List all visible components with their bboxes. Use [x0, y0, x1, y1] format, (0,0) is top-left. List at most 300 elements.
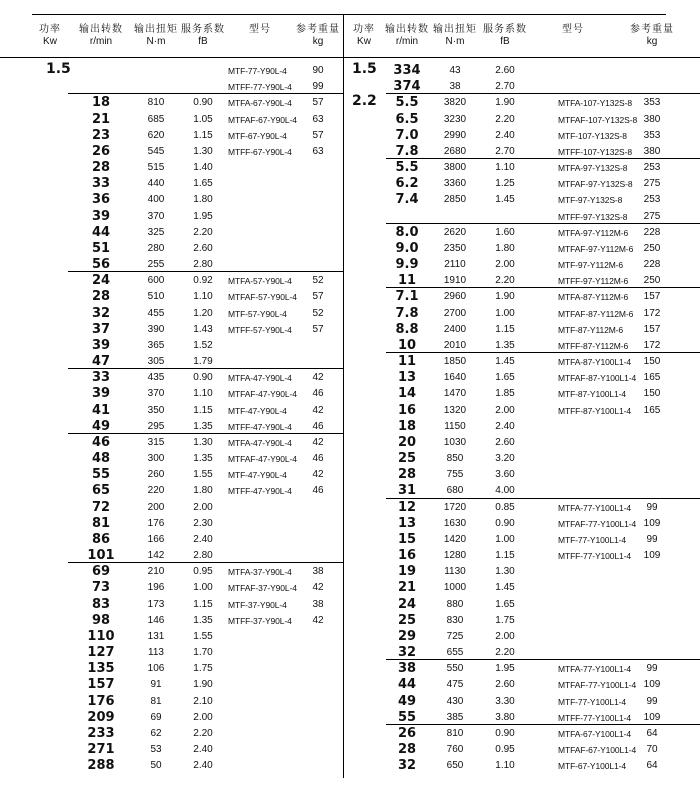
model-value: MTFAF-87-Y100L1-4	[558, 373, 637, 384]
table-row	[344, 467, 700, 483]
torque-value: 315	[147, 436, 165, 448]
torque-value: 3820	[443, 97, 467, 109]
power-value: 1.5	[352, 61, 377, 77]
table-row	[344, 63, 700, 79]
table-row	[0, 370, 344, 386]
weight-value: 353	[643, 97, 661, 109]
service-factor-value: 2.00	[193, 501, 213, 513]
weight-value: 63	[312, 145, 324, 157]
speed-value: 11	[397, 273, 417, 289]
torque-value: 2400	[443, 323, 467, 335]
header-speed	[384, 24, 430, 48]
header-weight	[292, 24, 344, 48]
header-power	[32, 24, 68, 48]
table-row	[0, 532, 344, 548]
weight-value: 46	[312, 420, 324, 432]
torque-value: 325	[147, 226, 165, 238]
weight-value: 172	[643, 307, 661, 319]
header-torque	[430, 24, 480, 48]
service-factor-value: 2.10	[193, 695, 213, 707]
service-factor-value: 0.90	[193, 372, 213, 384]
torque-value: 2350	[443, 242, 467, 254]
weight-value: 42	[312, 614, 324, 626]
header-rule	[0, 57, 344, 58]
torque-value: 2010	[443, 339, 467, 351]
torque-value: 2700	[443, 307, 467, 319]
table-row	[0, 79, 344, 95]
service-factor-value: 0.90	[495, 517, 515, 529]
torque-value: 295	[147, 420, 165, 432]
service-factor-value: 2.00	[495, 259, 515, 271]
speed-value: 29	[397, 628, 417, 644]
table-row	[0, 710, 344, 726]
torque-value: 196	[147, 582, 165, 594]
service-factor-value: 1.35	[495, 339, 515, 351]
speed-value: 32	[397, 758, 417, 774]
service-factor-value: 1.30	[193, 436, 213, 448]
service-factor-value: 2.70	[495, 145, 515, 157]
speed-value: 37	[91, 321, 111, 337]
table-row	[0, 225, 344, 241]
table-row	[344, 516, 700, 532]
table-row	[344, 354, 700, 370]
speed-value: 19	[397, 564, 417, 580]
service-factor-value: 1.55	[193, 469, 213, 481]
torque-value: 1850	[443, 356, 467, 368]
speed-value: 56	[91, 257, 111, 273]
table-row	[0, 144, 344, 160]
model-value: MTFA-47-Y90L-4	[228, 373, 292, 384]
model-value: MTF-97-Y112M-6	[558, 260, 624, 271]
table-row	[344, 451, 700, 467]
service-factor-value: 1.10	[495, 760, 515, 772]
speed-value: 8.8	[395, 321, 419, 337]
table-row	[0, 726, 344, 742]
service-factor-value: 1.65	[193, 178, 213, 190]
header-factor-unit: fB	[500, 36, 510, 47]
model-value: MTFAF-97-Y112M-6	[558, 243, 634, 254]
torque-value: 550	[446, 663, 464, 675]
torque-value: 50	[150, 760, 162, 772]
service-factor-value: 1.35	[193, 420, 213, 432]
service-factor-value: 1.75	[495, 614, 515, 626]
service-factor-value: 2.40	[193, 533, 213, 545]
model-value: MTFF-87-Y112M-6	[558, 340, 629, 351]
header-weight	[604, 24, 700, 48]
torque-value: 81	[150, 695, 162, 707]
service-factor-value: 1.05	[193, 113, 213, 125]
speed-value: 16	[397, 402, 417, 418]
table-row	[344, 79, 700, 95]
speed-value: 36	[91, 192, 111, 208]
header-model-label: 型号	[562, 24, 584, 35]
header-torque-label: 输出扭矩	[433, 24, 477, 35]
table-row	[0, 257, 344, 273]
table-row	[344, 677, 700, 693]
header-power-label: 功率	[353, 24, 375, 35]
table-row	[344, 225, 700, 241]
weight-value: 38	[312, 598, 324, 610]
speed-value: 39	[91, 208, 111, 224]
weight-value: 250	[643, 275, 661, 287]
table-row	[0, 677, 344, 693]
torque-value: 113	[148, 647, 164, 659]
torque-value: 365	[147, 339, 165, 351]
torque-value: 3230	[443, 113, 467, 125]
table-row	[0, 613, 344, 629]
weight-value: 99	[312, 81, 324, 93]
weight-value: 52	[312, 275, 324, 287]
speed-value: 41	[91, 402, 111, 418]
speed-value: 374	[393, 79, 421, 95]
model-value: MTFF-97-Y132S-8	[558, 211, 628, 222]
table-row	[344, 160, 700, 176]
service-factor-value: 1.15	[193, 598, 213, 610]
weight-value: 228	[643, 226, 661, 238]
weight-value: 109	[643, 679, 661, 691]
service-factor-value: 1.30	[193, 145, 213, 157]
speed-value: 38	[397, 661, 417, 677]
torque-value: 43	[449, 65, 461, 76]
service-factor-value: 2.60	[193, 242, 213, 254]
table-row	[0, 742, 344, 758]
table-row	[0, 597, 344, 613]
model-value: MTFA-97-Y132S-8	[558, 163, 628, 174]
service-factor-value: 1.00	[495, 307, 515, 319]
model-value: MTFA-87-Y112M-6	[558, 292, 629, 303]
speed-value: 47	[91, 354, 111, 370]
speed-value: 176	[87, 693, 115, 709]
model-value: MTFA-87-Y100L1-4	[558, 357, 632, 368]
weight-value: 42	[312, 372, 324, 384]
service-factor-value: 1.30	[495, 566, 515, 578]
table-row	[344, 192, 700, 208]
speed-value: 233	[87, 725, 115, 741]
speed-value: 26	[91, 143, 111, 159]
table-row	[0, 128, 344, 144]
speed-value: 31	[397, 483, 417, 499]
table-row	[0, 354, 344, 370]
table-row	[344, 128, 700, 144]
speed-value: 55	[91, 467, 111, 483]
speed-value: 81	[91, 515, 111, 531]
header-power-label: 功率	[39, 24, 61, 35]
speed-value: 7.4	[395, 192, 419, 208]
header-power-unit: Kw	[357, 36, 371, 47]
service-factor-value: 0.95	[193, 566, 213, 578]
speed-value: 21	[397, 580, 417, 596]
table-row	[344, 241, 700, 257]
model-value: MTFAF-37-Y90L-4	[228, 583, 297, 594]
service-factor-value: 1.15	[495, 550, 515, 562]
speed-value: 8.0	[395, 224, 419, 240]
weight-value: 275	[643, 178, 661, 190]
table-row	[344, 710, 700, 726]
table-row	[344, 144, 700, 160]
header-speed-label: 输出转数	[79, 24, 123, 35]
service-factor-value: 1.15	[193, 404, 213, 416]
service-factor-value: 1.45	[495, 194, 515, 206]
service-factor-value: 2.40	[495, 129, 515, 141]
power-value: 2.2	[352, 93, 377, 110]
model-value: MTFAF-107-Y132S-8	[558, 114, 638, 125]
speed-value: 28	[91, 160, 111, 176]
torque-value: 1000	[443, 582, 467, 594]
table-row	[0, 273, 344, 289]
service-factor-value: 3.30	[495, 695, 515, 707]
weight-value: 253	[643, 162, 661, 174]
torque-value: 1720	[443, 501, 467, 513]
speed-value: 7.1	[395, 289, 419, 305]
table-row	[0, 160, 344, 176]
speed-value: 9.9	[395, 257, 419, 273]
table-row	[344, 726, 700, 742]
table-row	[0, 289, 344, 305]
weight-value: 253	[643, 194, 661, 206]
torque-value: 3800	[443, 162, 467, 174]
left-table	[0, 0, 344, 788]
table-row	[344, 694, 700, 710]
power-value: 1.5	[46, 61, 71, 77]
service-factor-value: 0.90	[193, 97, 213, 109]
torque-value: 680	[446, 485, 464, 497]
service-factor-value: 1.80	[495, 242, 515, 254]
model-value: MTFA-57-Y90L-4	[228, 276, 292, 287]
speed-value: 110	[87, 628, 115, 644]
model-value: MTFAF-67-Y90L-4	[228, 114, 297, 125]
table-row	[0, 629, 344, 645]
service-factor-value: 1.45	[495, 582, 515, 594]
table-row	[0, 758, 344, 774]
service-factor-value: 2.40	[193, 760, 213, 772]
weight-value: 64	[646, 760, 658, 772]
header-factor-label: 服务系数	[181, 24, 225, 35]
service-factor-value: 1.35	[193, 453, 213, 465]
model-value: MTF-67-Y100L1-4	[558, 761, 626, 772]
torque-value: 400	[147, 194, 165, 206]
torque-value: 1150	[444, 420, 466, 432]
torque-value: 210	[147, 566, 165, 578]
torque-value: 53	[150, 744, 162, 756]
header-power	[346, 24, 382, 48]
weight-value: 90	[312, 65, 324, 76]
torque-value: 515	[147, 162, 165, 174]
table-row	[0, 176, 344, 192]
service-factor-value: 2.60	[495, 679, 515, 691]
torque-value: 435	[147, 372, 165, 384]
speed-value: 33	[91, 176, 111, 192]
table-row	[0, 403, 344, 419]
header-factor-unit: fB	[198, 36, 208, 47]
weight-value: 42	[312, 436, 324, 448]
table-row	[0, 564, 344, 580]
model-value: MTF-77-Y100L1-4	[558, 534, 626, 545]
weight-value: 109	[643, 517, 661, 529]
torque-value: 1470	[443, 388, 467, 400]
speed-value: 73	[91, 580, 111, 596]
header-factor	[480, 24, 530, 48]
header-torque-unit: N·m	[445, 36, 465, 47]
torque-value: 146	[147, 614, 165, 626]
header-rule	[344, 57, 700, 58]
service-factor-value: 2.00	[193, 711, 213, 723]
table-row	[0, 322, 344, 338]
model-value: MTFF-47-Y90L-4	[228, 421, 292, 432]
torque-value: 830	[446, 614, 464, 626]
speed-value: 135	[87, 661, 115, 677]
torque-value: 2850	[443, 194, 467, 206]
table-row	[0, 483, 344, 499]
weight-value: 99	[646, 695, 658, 707]
model-value: MTF-57-Y90L-4	[228, 308, 287, 319]
table-row	[344, 419, 700, 435]
weight-value: 172	[643, 339, 661, 351]
service-factor-value: 0.95	[495, 744, 515, 756]
table-row	[0, 95, 344, 111]
speed-value: 26	[397, 725, 417, 741]
torque-value: 810	[446, 727, 464, 739]
weight-value: 275	[643, 210, 661, 222]
speed-value: 72	[91, 499, 111, 515]
header-model	[228, 24, 292, 36]
speed-value: 28	[397, 742, 417, 758]
table-row	[344, 370, 700, 386]
table-row	[0, 548, 344, 564]
table-row	[344, 661, 700, 677]
model-value: MTFA-77-Y100L1-4	[558, 502, 632, 513]
service-factor-value: 0.85	[495, 501, 515, 513]
speed-value: 39	[91, 337, 111, 353]
torque-value: 1280	[443, 550, 467, 562]
speed-value: 12	[397, 499, 417, 515]
speed-value: 288	[87, 758, 115, 774]
service-factor-value: 2.20	[495, 647, 515, 659]
table-row	[0, 192, 344, 208]
speed-value: 25	[397, 612, 417, 628]
speed-value: 15	[397, 531, 417, 547]
torque-value: 755	[446, 469, 464, 481]
weight-value: 228	[643, 259, 661, 271]
service-factor-value: 1.95	[193, 210, 213, 222]
torque-value: 850	[446, 453, 464, 465]
table-row	[344, 306, 700, 322]
speed-value: 24	[397, 596, 417, 612]
model-value: MTF-77-Y90L-4	[228, 66, 287, 76]
weight-value: 380	[643, 145, 661, 157]
model-value: MTFF-107-Y132S-8	[558, 146, 632, 157]
speed-value: 5.5	[395, 160, 419, 176]
model-value: MTFF-97-Y112M-6	[558, 276, 629, 287]
model-value: MTFA-67-Y90L-4	[228, 98, 292, 109]
table-row	[344, 613, 700, 629]
model-value: MTFF-67-Y90L-4	[228, 146, 292, 157]
torque-value: 430	[446, 695, 464, 707]
torque-value: 370	[147, 210, 165, 222]
service-factor-value: 2.80	[193, 259, 213, 271]
torque-value: 255	[147, 259, 165, 271]
table-row	[0, 112, 344, 128]
speed-value: 83	[91, 596, 111, 612]
weight-value: 165	[643, 372, 661, 384]
torque-value: 600	[147, 275, 165, 287]
speed-value: 23	[91, 127, 111, 143]
service-factor-value: 1.55	[193, 630, 213, 642]
speed-value: 28	[397, 467, 417, 483]
torque-value: 810	[147, 97, 165, 109]
model-value: MTF-47-Y90L-4	[228, 405, 287, 416]
weight-value: 57	[312, 97, 324, 109]
weight-value: 353	[643, 129, 661, 141]
service-factor-value: 1.79	[193, 356, 213, 368]
service-factor-value: 2.80	[193, 550, 213, 562]
service-factor-value: 1.10	[193, 388, 213, 400]
top-border	[32, 14, 666, 15]
model-value: MTFA-37-Y90L-4	[228, 567, 292, 578]
header-speed	[68, 24, 134, 48]
service-factor-value: 0.92	[193, 275, 213, 287]
torque-value: 350	[147, 404, 165, 416]
model-value: MTF-37-Y90L-4	[228, 599, 287, 610]
torque-value: 455	[147, 307, 165, 319]
torque-value: 685	[147, 113, 165, 125]
speed-value: 20	[397, 434, 417, 450]
model-value: MTFF-57-Y90L-4	[228, 324, 292, 335]
service-factor-value: 2.60	[495, 436, 515, 448]
model-value: MTFF-47-Y90L-4	[228, 486, 292, 497]
speed-value: 18	[397, 418, 417, 434]
service-factor-value: 2.60	[495, 65, 515, 76]
speed-value: 271	[87, 742, 115, 758]
model-value: MTFA-97-Y112M-6	[558, 227, 629, 238]
speed-value: 16	[397, 548, 417, 564]
speed-value: 157	[87, 677, 115, 693]
weight-value: 42	[312, 582, 324, 594]
speed-value: 6.2	[395, 176, 419, 192]
table-row	[0, 500, 344, 516]
model-value: MTFF-37-Y90L-4	[228, 615, 292, 626]
speed-value: 28	[91, 289, 111, 305]
speed-value: 33	[91, 370, 111, 386]
service-factor-value: 2.70	[495, 81, 515, 93]
service-factor-value: 2.20	[193, 226, 213, 238]
torque-value: 2990	[443, 129, 467, 141]
speed-value: 49	[91, 418, 111, 434]
table-row	[344, 597, 700, 613]
model-value: MTFA-47-Y90L-4	[228, 437, 292, 448]
torque-value: 131	[147, 630, 165, 642]
torque-value: 370	[147, 388, 165, 400]
table-row	[344, 338, 700, 354]
weight-value: 99	[646, 501, 658, 513]
model-value: MTF-77-Y100L1-4	[558, 696, 626, 707]
weight-value: 46	[312, 485, 324, 497]
model-value: MTFF-77-Y90L-4	[228, 82, 292, 93]
speed-value: 98	[91, 612, 111, 628]
service-factor-value: 1.10	[495, 162, 515, 174]
header-speed-unit: r/min	[89, 36, 113, 47]
service-factor-value: 1.65	[495, 372, 515, 384]
service-factor-value: 1.20	[193, 307, 213, 319]
speed-value: 21	[91, 111, 111, 127]
torque-value: 1420	[443, 533, 467, 545]
service-factor-value: 1.80	[193, 485, 213, 497]
model-value: MTFAF-47-Y90L-4	[228, 454, 297, 465]
table-row	[344, 742, 700, 758]
weight-value: 46	[312, 388, 324, 400]
header-torque-unit: N·m	[146, 36, 166, 47]
model-value: MTF-107-Y132S-8	[558, 130, 627, 141]
torque-value: 2110	[444, 259, 466, 271]
